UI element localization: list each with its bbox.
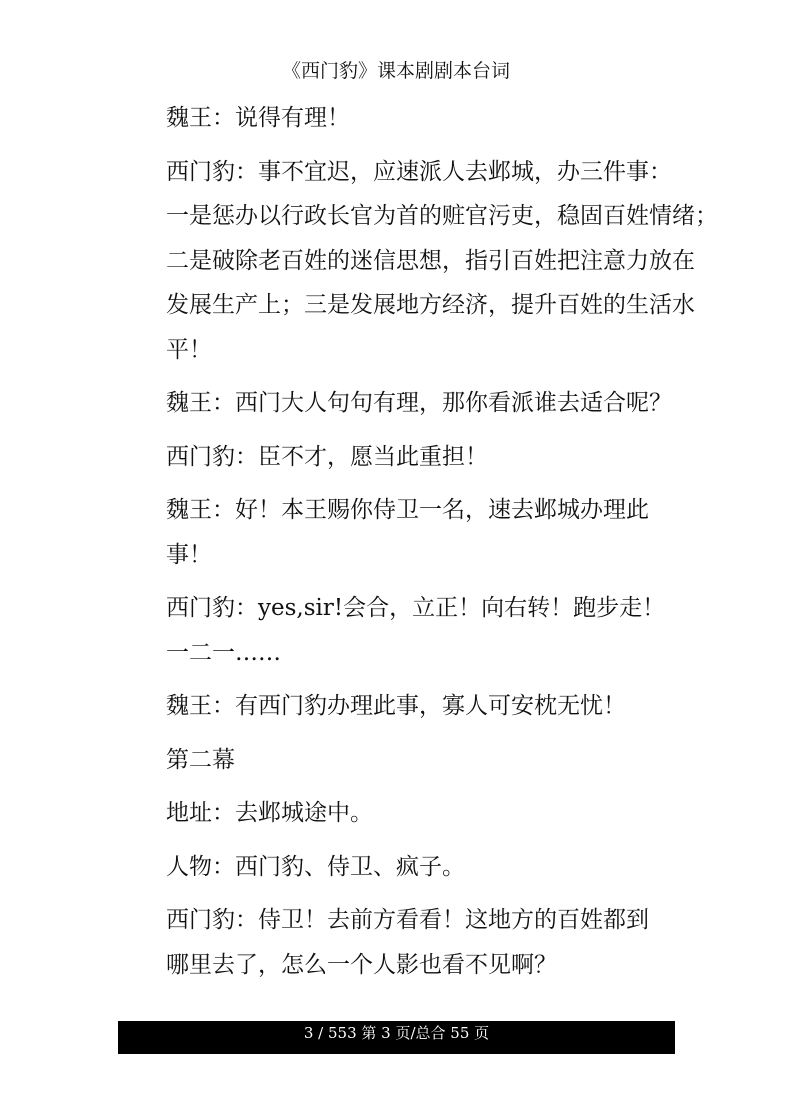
text-line: 魏王：说得有理！	[166, 105, 350, 131]
text-line: 魏王：好！本王赐你侍卫一名，速去邺城办理此	[166, 497, 649, 523]
paragraph	[120, 435, 672, 480]
text-line: 发展生产上；三是发展地方经济，提升百姓的生活水	[166, 292, 695, 318]
text-line: 第二幕	[166, 746, 235, 773]
text-line: 人物：西门豹、侍卫、疯子。	[166, 853, 465, 880]
text-line: 魏王：西门大人句句有理，那你看派谁去适合呢？	[166, 390, 672, 416]
text-line: 二是破除老百姓的迷信思想，指引百姓把注意力放在	[166, 247, 695, 274]
text-line: 事！	[166, 541, 212, 568]
text-line: 西门豹：臣不才，愿当此重担！	[166, 443, 488, 470]
paragraph	[120, 898, 672, 987]
paragraph	[120, 791, 672, 836]
paragraph	[120, 381, 672, 426]
paragraph	[120, 96, 672, 141]
text-line: 西门豹：事不宜迟，应速派人去邺城，办三件事：	[166, 158, 672, 185]
paragraph	[120, 586, 672, 675]
text-line: 一是惩办以行政长官为首的赃官污吏，稳固百姓情绪；	[166, 203, 718, 229]
text-line: 地址：去邺城途中。	[166, 800, 373, 826]
page-number-indicator: 3 / 553 第 3 页/总合 55 页	[303, 1024, 490, 1042]
text-line: 西门豹：yes,sir!会合，立正！向右转！跑步走！	[166, 595, 666, 621]
text-line: 西门豹：侍卫！去前方看看！这地方的百姓都到	[166, 907, 649, 933]
paragraph	[120, 150, 718, 373]
text-line: 平！	[166, 336, 212, 363]
text-line: 哪里去了，怎么一个人影也看不见啊？	[166, 951, 557, 978]
paragraph	[120, 488, 672, 577]
scene-heading	[120, 738, 672, 783]
document-body	[120, 96, 718, 996]
text-line: 一二一……	[166, 639, 281, 666]
paragraph	[120, 845, 672, 890]
page-header-title: 《西门豹》课本剧剧本台词	[281, 60, 510, 82]
paragraph	[120, 684, 672, 729]
text-line: 魏王：有西门豹办理此事，寡人可安枕无忧！	[166, 693, 626, 719]
page-footer-bar	[118, 1021, 675, 1054]
